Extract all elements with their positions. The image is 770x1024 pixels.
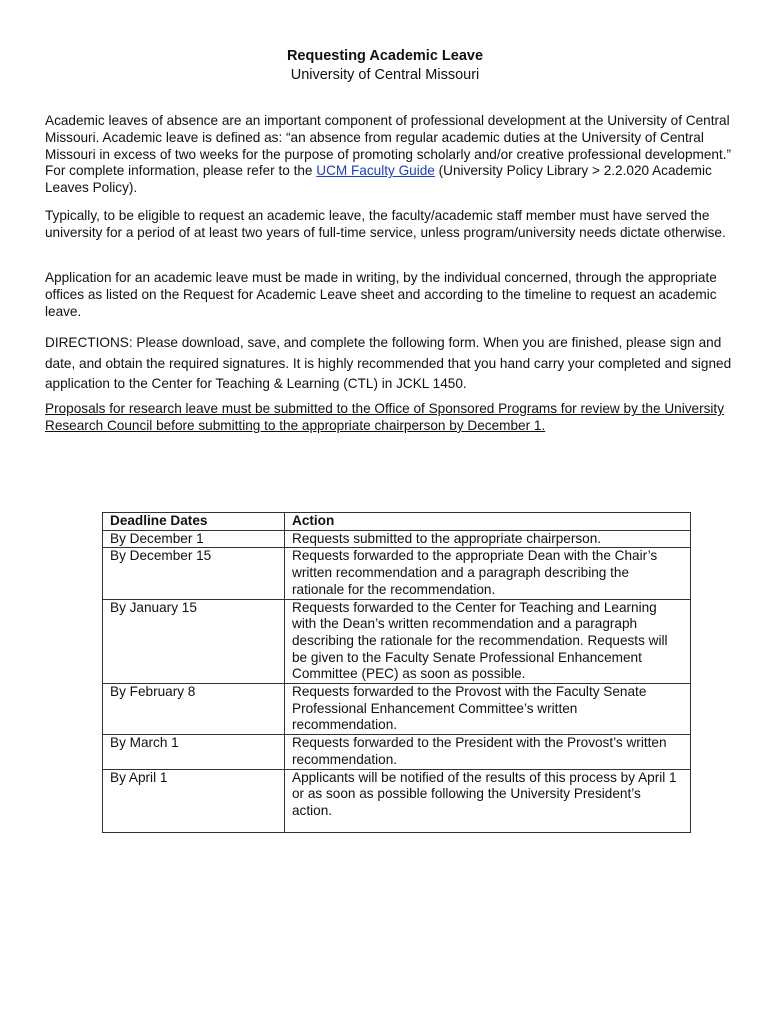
table-row [103,769,691,832]
action-cell: Requests forwarded to the Center for Teaching and Learning with the Dean’s written recommendation and a paragraph describing the rationale for the recommendation. Requests will be given to the Faculty Senate Professional Enhancement Committee (PEC) as soon as possible. [285,599,691,684]
eligibility-paragraph: Typically, to be eligible to request an academic leave, the faculty/academic staff member must have served the university for a period of at least two years of full-time service, unless program/university needs dictate otherwise. [45,208,726,240]
table-row [103,735,691,769]
faculty-guide-link[interactable]: UCM Faculty Guide [316,163,435,179]
action-cell: Applicants will be notified of the results of this process by April 1 or as soon as possible following the University President’s action. [285,769,691,832]
action-cell: Requests forwarded to the President with the Provost’s written recommendation. [285,735,691,769]
deadline-date-cell: By April 1 [103,769,285,832]
table-row [103,548,691,599]
table-row [103,599,691,684]
deadline-date-cell: By February 8 [103,684,285,735]
application-paragraph: Application for an academic leave must be made in writing, by the individual concerned, through the appropriate offices as listed on the Request for Academic Leave sheet and according to the timeline to request an academic leave. [45,270,717,319]
table-row [103,684,691,735]
deadline-date-cell: By January 15 [103,599,285,684]
table-row [103,530,691,548]
intro-paragraph [45,113,735,197]
deadline-date-cell: By December 15 [103,548,285,599]
intro-text-end: (University Policy Library > 2.2.020 Academic Leaves Policy). [45,163,712,196]
research-leave-note: Proposals for research leave must be submitted to the Office of Sponsored Programs for review by the University Research Council before submitting to the appropriate chairperson by December 1. [45,401,724,433]
deadline-date-cell: By December 1 [103,530,285,548]
table-header-row [103,513,691,531]
action-cell: Requests forwarded to the appropriate Dean with the Chair’s written recommendation and a paragraph describing the rationale for the recommendation. [285,548,691,599]
deadline-table [102,512,691,833]
page-title: Requesting Academic Leave [286,48,484,64]
column-header-action: Action [285,513,691,531]
column-header-deadline: Deadline Dates [103,513,285,531]
directions-paragraph: DIRECTIONS: Please download, save, and complete the following form. When you are finished, please sign and date, and obtain the required signatures. It is highly recommended that you hand carry your completed and signed application to the Center for Teaching & Learning (CTL) in JCKL 1450. [45,335,732,391]
page-subtitle: University of Central Missouri [290,67,480,83]
intro-text: Academic leaves of absence are an important component of professional development at the University of Central Missouri. Academic leave is defined as: “an absence from regular academic duties at the University of Central Missouri in excess of two weeks for the purpose of promoting scholarly and/or creative professional development.” For complete information, please refer to the [45,113,732,179]
action-cell: Requests submitted to the appropriate chairperson. [285,530,691,548]
deadline-date-cell: By March 1 [103,735,285,769]
action-cell: Requests forwarded to the Provost with the Faculty Senate Professional Enhancement Committee’s written recommendation. [285,684,691,735]
